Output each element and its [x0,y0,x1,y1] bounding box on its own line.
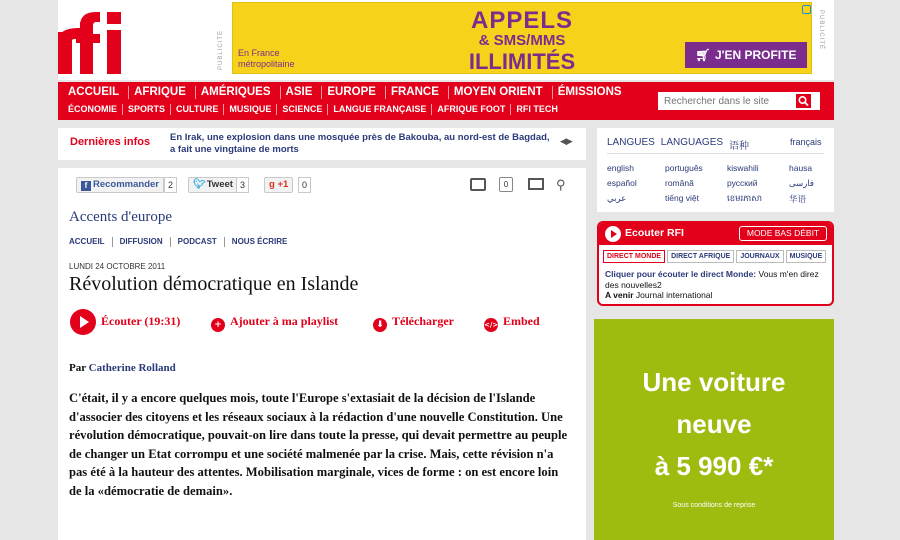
radio-play-icon[interactable] [605,226,621,242]
download-label: Télécharger [392,314,454,328]
banner-cta-label: J'EN PROFITE [714,48,797,62]
banner-line-2: & SMS/MMS [478,32,566,49]
banner-ad[interactable] [232,2,812,74]
nav-item-economie[interactable]: ÉCONOMIE [68,104,123,115]
facebook-icon: f [81,181,91,191]
embed-label: Embed [503,314,540,328]
tab-direct-monde[interactable]: DIRECT MONDE [603,250,665,263]
facebook-label: Recommander [93,179,159,190]
nav-item-culture[interactable]: CULTURE [176,104,224,115]
email-icon[interactable] [528,178,544,190]
radio-now-playing[interactable] [605,269,827,291]
share-icon[interactable]: ⚲ [556,177,566,192]
radio-header [599,223,832,245]
facebook-recommend-button[interactable] [76,177,164,193]
banner-line-1: APPELS [470,7,574,34]
author-link[interactable]: Catherine Rolland [88,362,176,374]
language-link[interactable]: english [607,163,634,173]
radio-up-next [605,290,712,300]
side-ad-line-2: neuve [676,409,752,439]
search-icon [796,94,811,108]
nav-item-afrique[interactable]: AFRIQUE [134,86,196,99]
low-bandwidth-button[interactable]: MODE BAS DÉBIT [739,226,827,241]
search-input[interactable] [658,92,792,110]
nav-item-accueil[interactable]: ACCUEIL [68,86,129,99]
plus-icon: + [211,318,225,332]
tab-musique[interactable]: MUSIQUE [786,250,827,263]
languages-header [607,137,755,152]
show-nav-podcast[interactable]: PODCAST [178,237,225,247]
tweet-button[interactable] [188,177,238,193]
nav-item-asie[interactable]: ASIE [286,86,323,99]
embed-icon: </> [484,318,498,332]
nav-secondary [68,104,568,115]
listen-button[interactable]: Écouter (19:31) [101,314,181,328]
google-plus-icon: g [269,179,278,190]
comments-count[interactable]: 0 [499,177,513,192]
ad-label: PUBLICITÉ [218,29,224,70]
language-link[interactable]: ខេមរភាសា [727,193,763,203]
google-plus-label: +1 [277,179,289,190]
show-nav-contact[interactable]: NOUS ÉCRIRE [231,237,288,246]
banner-cta-button[interactable] [685,42,807,68]
language-link[interactable]: română [665,178,694,188]
play-triangle [80,316,89,328]
nav-item-langue-francaise[interactable]: LANGUE FRANÇAISE [333,104,432,115]
side-ad-line-3: à 5 990 €* [654,451,774,481]
nav-item-france[interactable]: FRANCE [391,86,449,99]
radio-tabs [603,250,828,263]
twitter-icon: 🐦︎ [193,179,206,190]
tab-journaux[interactable]: JOURNAUX [736,250,783,263]
language-link[interactable]: عربي [607,193,627,203]
divider [607,153,824,154]
cart-icon: 🛒︎ [695,48,715,62]
article-headline: Révolution démocratique en Islande [69,273,359,295]
radio-now-text: Vous m'en direz des nouvelles2 [605,269,819,290]
nav-item-rfi-tech[interactable]: RFI TECH [516,104,558,114]
languages-box [597,128,834,212]
article [58,168,586,540]
language-link[interactable]: tiếng việt [665,193,700,203]
search-button[interactable] [792,92,820,110]
print-icon[interactable] [470,178,486,191]
tweet-count: 3 [236,177,249,193]
article-date: LUNDI 24 OCTOBRE 2011 [69,262,166,271]
languages-label-en: LANGUAGES [660,137,724,148]
nav-primary [68,86,636,99]
embed-button[interactable] [484,314,540,332]
banner-line-3: ILLIMITÉS [468,49,576,74]
rfi-logo[interactable] [58,12,124,74]
google-plus-count: 0 [298,177,311,193]
byline [69,362,176,374]
main-nav [58,82,834,120]
banner-region-text: En France métropolitaine [238,48,295,69]
nav-item-moyen-orient[interactable]: MOYEN ORIENT [454,86,553,99]
language-link[interactable]: español [607,178,637,188]
radio-next-text: Journal international [633,290,713,300]
side-ad-conditions: Sous conditions de reprise [672,502,756,509]
facebook-count: 2 [164,177,177,193]
side-ad-line-1: Une voiture [642,367,786,397]
tweet-label: Tweet [206,179,233,190]
nav-item-sports[interactable]: SPORTS [128,104,171,115]
radio-now-label: Cliquer pour écouter le direct Monde: [605,269,757,279]
language-link[interactable]: 华语 [789,194,807,204]
show-nav [69,237,301,247]
show-nav-diffusion[interactable]: DIFFUSION [120,237,171,247]
ticker-arrows-icon[interactable]: ◀▶ [560,136,572,146]
download-icon: ⬇ [373,318,387,332]
languages-label-zh: 语种 [729,141,750,152]
tab-direct-afrique[interactable]: DIRECT AFRIQUE [667,250,734,263]
breaking-news-link[interactable]: En Irak, une explosion dans une mosquée près de Bakouba, au nord-est de Bagdad, a fait une vingtaine de morts [170,132,550,155]
show-nav-accueil[interactable]: ACCUEIL [69,237,113,247]
breaking-news-bar [58,128,586,160]
nav-item-musique[interactable]: MUSIQUE [229,104,277,115]
language-link[interactable]: русский [727,178,758,188]
play-icon[interactable] [70,309,96,335]
add-to-playlist-button[interactable] [211,314,338,332]
radio-next-label: A venir [605,290,634,300]
nav-item-ameriques[interactable]: AMÉRIQUES [201,86,281,99]
current-language[interactable]: français [790,137,822,147]
byline-prefix: Par [69,362,86,374]
article-lead: C'était, il y a encore quelques mois, toute l'Europe s'extasiait de la décision de l'Islande d'associer des citoyens et les réseaux sociaux à la rédaction d'une nouvelle Constitution. Une révolution démocratique, pouvait-on lire dans toute la presse, qui devait permettre au peuple de changer un Etat corrompu et une société malmenée par la crise. Mais, cette révision n'a pas été à la hauteur des attentes. Mobilisation marginale, vices de forme : on est encore loin de la «démocratie de demain». [69,391,568,498]
show-title[interactable]: Accents d'europe [69,209,173,225]
download-button[interactable] [373,314,454,332]
nav-item-europe[interactable]: EUROPE [327,86,386,99]
nav-item-afrique-foot[interactable]: AFRIQUE FOOT [437,104,511,115]
nav-item-science[interactable]: SCIENCE [282,104,328,115]
ad-choices-icon[interactable] [802,5,811,14]
radio-play-triangle [611,230,617,238]
google-plus-button[interactable] [264,177,293,193]
radio-player [597,221,834,306]
language-link[interactable]: فارسی [789,178,814,188]
side-ad[interactable] [594,319,834,540]
add-to-playlist-label: Ajouter à ma playlist [230,314,339,328]
language-link[interactable]: hausa [789,163,813,173]
languages-label-fr: LANGUES [607,137,655,148]
language-link[interactable]: português [665,163,703,173]
language-link[interactable]: kiswahili [727,163,759,173]
nav-item-emissions[interactable]: ÉMISSIONS [557,86,622,98]
ad-label: PUBLICITÉ [818,10,824,51]
radio-title[interactable]: Ecouter RFI [625,227,684,239]
breaking-news-label: Dernières infos [70,136,151,148]
